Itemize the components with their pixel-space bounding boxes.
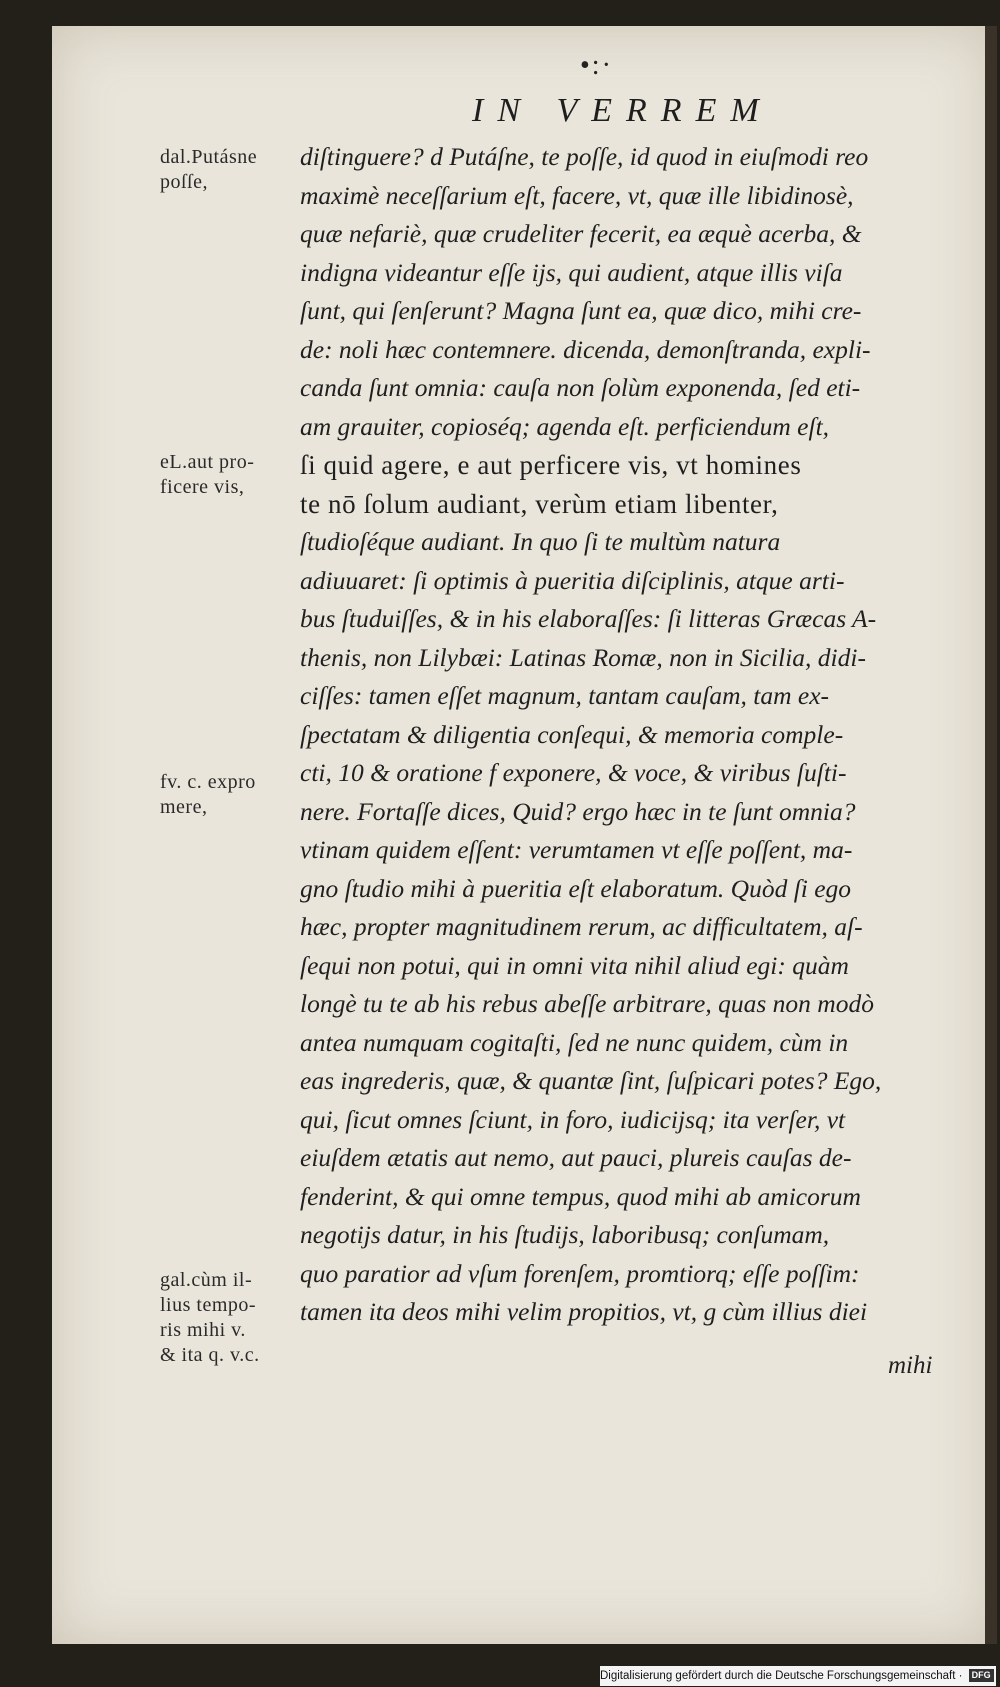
text-line: ſtudioſéque audiant. In quo ſi te multùm natura <box>300 527 781 556</box>
text-line: vtinam quidem eſſent: verumtamen vt eſſe poſſent, ma- <box>300 835 853 864</box>
text-line: maximè neceſſarium eſt, facere, vt, quæ ille libidinosè, <box>300 180 854 210</box>
text-line: longè tu te ab his rebus abeſſe arbitrare, quas non modò <box>300 989 874 1018</box>
footer-text: Digitalisierung gefördert durch die Deutsche Forschungsgemeinschaft · <box>600 1670 963 1682</box>
marginal-note: gal.cùm il- lius tempo- ris mihi v. & ita q. v.c. <box>160 1269 260 1366</box>
text-line: indigna videantur eſſe ijs, qui audient, atque illis viſa <box>300 257 843 287</box>
text-line: negotijs datur, in his ſtudijs, laboribusq; conſumam, <box>300 1220 830 1249</box>
text-line: canda ſunt omnia: cauſa non ſolùm exponenda, ſed eti- <box>300 373 861 402</box>
text-line: gno ſtudio mihi à pueritia eſt elaboratum. Quòd ſi ego <box>300 873 852 903</box>
text-line: ſunt, qui ſenſerunt? Magna ſunt ea, quæ dico, mihi cre- <box>300 296 862 325</box>
text-line: antea numquam cogitaſti, ſed ne nunc quidem, cùm in <box>300 1027 849 1057</box>
text-line: eiuſdem ætatis aut nemo, aut pauci, plureis cauſas de- <box>300 1143 852 1172</box>
text-line: nere. Fortaſſe dices, Quid? ergo hæc in te ſunt omnia? <box>300 796 856 826</box>
text-line: am grauiter, copioséq; agenda eſt. perficiendum eſt, <box>300 411 830 441</box>
text-line: eas ingrederis, quæ, & quantæ ſint, ſuſpicari potes? Ego, <box>300 1066 882 1095</box>
text-line: quæ nefariè, quæ crudeliter fecerit, ea æquè acerba, & <box>300 219 862 248</box>
text-line: hæc, propter magnitudinem rerum, ac difficultatem, aſ- <box>300 912 863 941</box>
digitization-footer <box>600 1666 996 1686</box>
text-line: tamen ita deos mihi velim propitios, vt, g cùm illius diei <box>300 1297 868 1326</box>
text-line: diſtinguere? d Putáſne, te poſſe, id quod in eiuſmodi reo <box>300 142 869 171</box>
text-line: ſi quid agere, e aut perficere vis, vt homines <box>300 450 802 480</box>
text-line: thenis, non Lilybæi: Latinas Romæ, non in Sicilia, didi- <box>300 642 866 672</box>
page-edge <box>985 26 997 1644</box>
catchword: mihi <box>888 1352 933 1379</box>
text-line: qui, ſicut omnes ſciunt, in foro, iudicijsq; ita verſer, vt <box>300 1104 846 1134</box>
text-line: adiuuaret: ſi optimis à pueritia diſciplinis, atque arti- <box>300 565 845 595</box>
text-line: ſequi non potui, qui in omni vita nihil aliud egi: quàm <box>300 950 849 980</box>
body-text <box>300 138 960 1332</box>
text-line: te nō ſolum audiant, verùm etiam libenter, <box>300 488 779 519</box>
page-ornament: •:· <box>580 50 613 81</box>
text-line: bus ſtuduiſſes, & in his elaboraſſes: ſi litteras Græcas A- <box>300 604 877 633</box>
marginal-note: dal.Putásne poſſe, <box>160 146 258 193</box>
text-line: cti, 10 & oratione f exponere, & voce, & viribus ſuſti- <box>300 758 847 787</box>
running-header: IN VERREM <box>472 92 773 129</box>
text-line: de: noli hæc contemnere. dicenda, demonſtranda, expli- <box>300 334 871 364</box>
text-line: ſpectatam & diligentia conſequi, & memoria comple- <box>300 719 844 749</box>
marginal-note: eL.aut pro- ficere vis, <box>160 451 255 498</box>
dfg-logo: DFG <box>969 1669 994 1682</box>
text-line: ciſſes: tamen eſſet magnum, tantam cauſam, tam ex- <box>300 681 830 710</box>
text-line: quo paratior ad vſum forenſem, promtiorq; eſſe poſſim: <box>300 1258 860 1288</box>
marginal-note: fv. c. expro mere, <box>160 771 256 818</box>
text-line: fenderint, & qui omne tempus, quod mihi ab amicorum <box>300 1181 861 1211</box>
